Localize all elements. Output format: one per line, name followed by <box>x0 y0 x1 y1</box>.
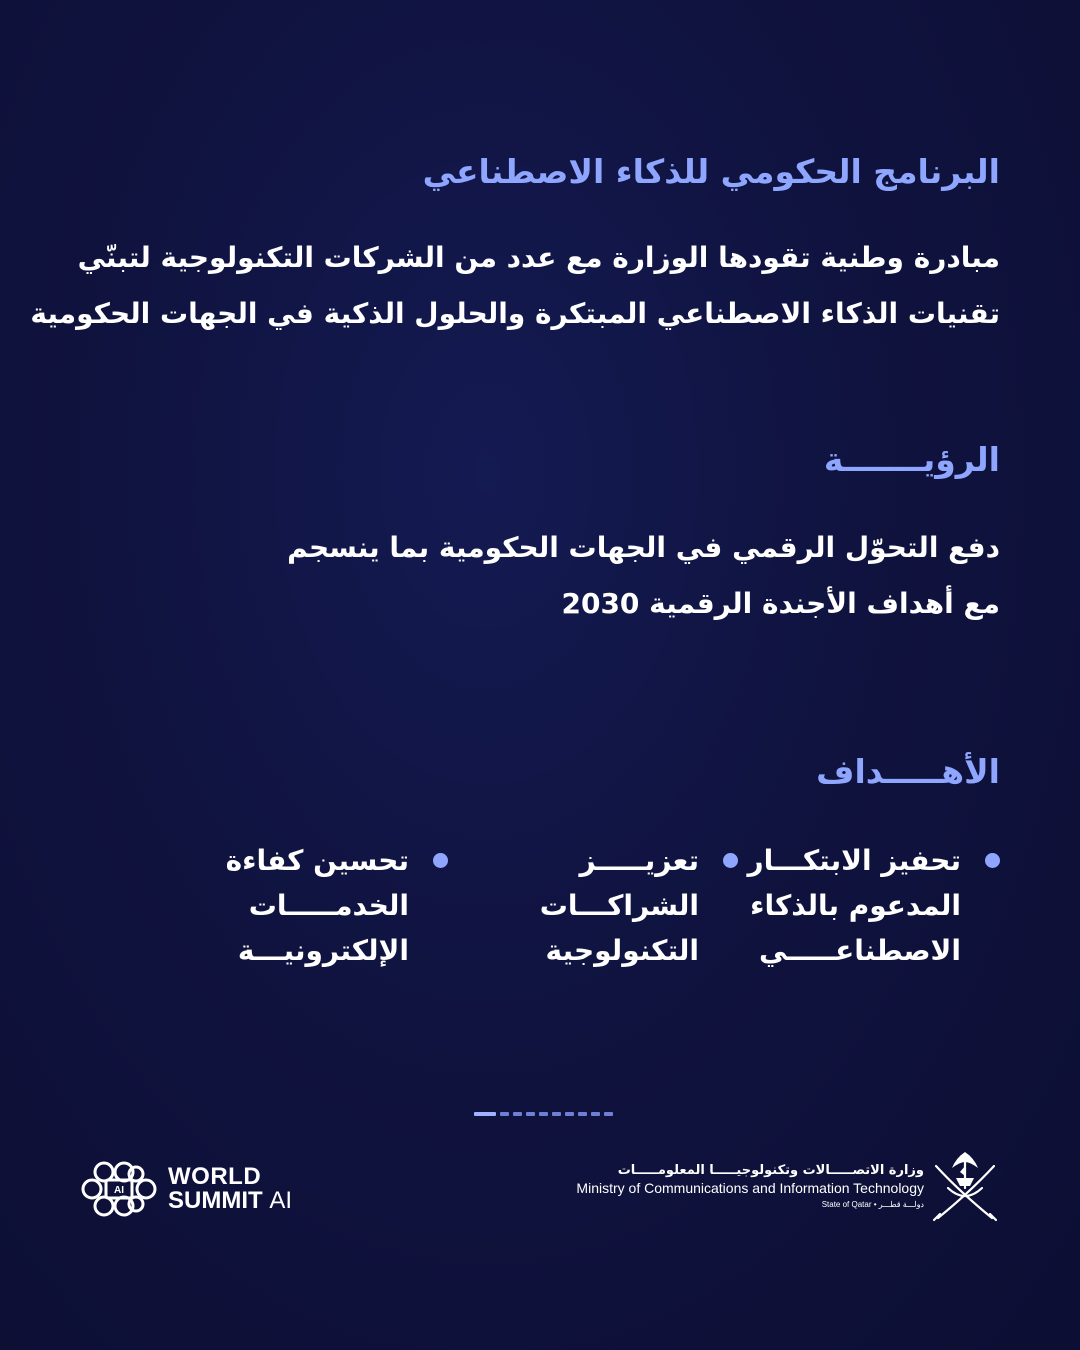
program-title: البرنامج الحكومي للذكاء الاصطناعي <box>422 152 1000 191</box>
goals-title: الأهـــــداف <box>816 752 1000 791</box>
ministry-state-line: State of Qatar • دولـــة قطـــر <box>821 1200 924 1209</box>
goal-line: المدعوم بالذكاء <box>750 889 961 922</box>
pager-dot[interactable] <box>591 1112 600 1116</box>
vision-line-2: مع أهداف الأجندة الرقمية 2030 <box>561 587 1000 620</box>
pager-dot[interactable] <box>578 1112 587 1116</box>
goal-item-innovation <box>748 838 1000 973</box>
ministry-arabic-name: وزارة الاتصـــــالات وتكنولوجيـــــا المعلومـــــات <box>617 1163 924 1178</box>
bullet-dot-icon <box>985 853 1000 868</box>
program-description <box>30 230 1000 342</box>
program-description-line-1: مبادرة وطنية تقودها الوزارة مع عدد من الشركات التكنولوجية لتبنّي <box>77 241 1000 274</box>
pager-dot[interactable] <box>513 1112 522 1116</box>
ministry-english-name: Ministry of Communications and Information Technology <box>576 1180 924 1196</box>
bullet-dot-icon <box>723 853 738 868</box>
goal-line: الاصطناعـــــي <box>758 934 961 967</box>
carousel-pager[interactable] <box>474 1112 613 1116</box>
world-summit-line-2 <box>168 1189 292 1213</box>
world-summit-wordmark <box>168 1165 292 1213</box>
goal-line: تحسين كفاءة <box>225 844 409 877</box>
ministry-wordmark <box>576 1163 924 1209</box>
pager-dot[interactable] <box>474 1112 496 1116</box>
world-summit-knot-icon <box>80 1158 160 1220</box>
goal-line: الشراكـــات <box>539 889 699 922</box>
goal-text <box>540 838 699 973</box>
pager-dot[interactable] <box>552 1112 561 1116</box>
goal-text <box>226 838 409 973</box>
goal-line: الإلكترونيـــة <box>237 934 409 967</box>
pager-dot[interactable] <box>565 1112 574 1116</box>
qatar-emblem-icon <box>930 1148 1000 1224</box>
goal-text <box>748 838 961 973</box>
vision-line-1: دفع التحوّل الرقمي في الجهات الحكومية بما ينسجم <box>287 531 1000 564</box>
goal-line: التكنولوجية <box>545 934 699 967</box>
goals-list <box>80 838 1000 988</box>
goal-line: الخدمـــــات <box>248 889 409 922</box>
bullet-dot-icon <box>433 853 448 868</box>
world-summit-line-1: WORLD <box>168 1163 262 1190</box>
goal-item-partnerships <box>540 838 738 973</box>
goal-line: تحفيز الابتكـــار <box>747 844 961 877</box>
summit-word: SUMMIT <box>168 1187 263 1214</box>
pager-dot[interactable] <box>539 1112 548 1116</box>
pager-dot[interactable] <box>500 1112 509 1116</box>
vision-description <box>287 520 1000 632</box>
pager-dot[interactable] <box>604 1112 613 1116</box>
vision-title: الرؤيـــــــة <box>823 440 1000 479</box>
svg-text:AI: AI <box>114 1185 124 1196</box>
goal-line: تعزيـــــز <box>579 844 699 877</box>
pager-dot[interactable] <box>526 1112 535 1116</box>
world-summit-ai-logo <box>80 1158 292 1220</box>
program-description-line-2: تقنيات الذكاء الاصطناعي المبتكرة والحلول الذكية في الجهات الحكومية <box>30 297 1000 330</box>
ministry-logo <box>576 1148 1000 1224</box>
ai-word: AI <box>269 1187 293 1214</box>
goal-item-services <box>226 838 448 973</box>
